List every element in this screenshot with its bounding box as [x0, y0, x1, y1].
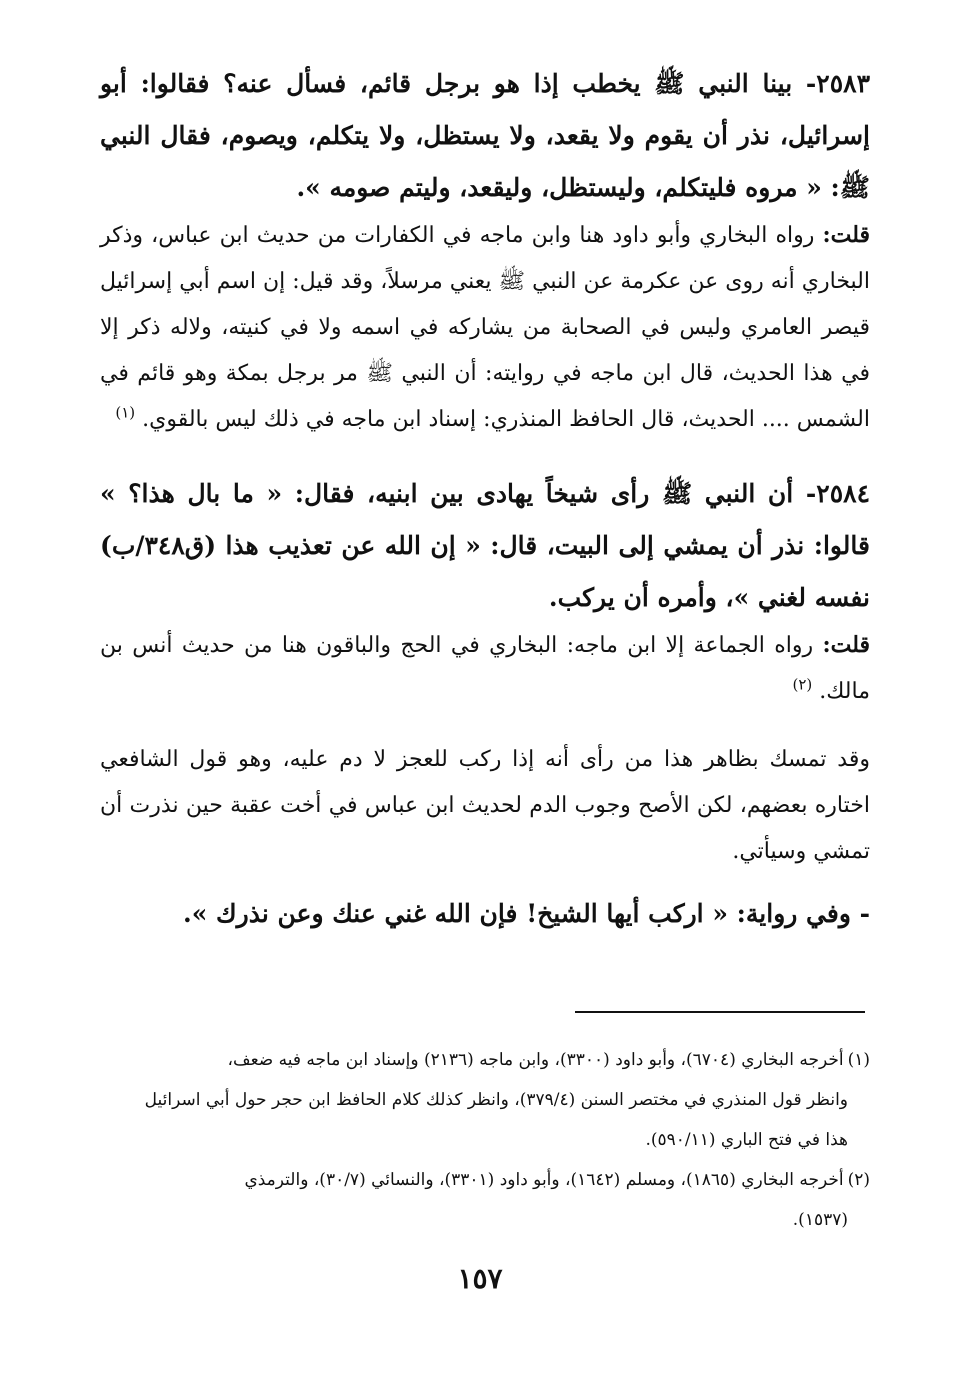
- footnote-1-line-2: وانظر قول المنذري في مختصر السنن (٣٧٩/٤)، وانظر كذلك كلام الحافظ ابن حجر حول أبي اسرائيل: [144, 1090, 848, 1110]
- footnote-ref-1: (١): [115, 403, 136, 422]
- footnote-2-line-1: أخرجه البخاري (١٨٦٥)، ومسلم (١٦٤٢)، وأبو داود (٣٣٠١)، والنسائي (٣٠/٧)، والترمذي: [244, 1170, 844, 1190]
- footnote-separator: [575, 1011, 865, 1013]
- footnote-1-line-1: أخرجه البخاري (٦٧٠٤)، وأبو داود (٣٣٠٠)، وابن ماجه (٢١٣٦) وإسناد ابن ماجه فيه ضعف،: [227, 1050, 844, 1070]
- qultu-label: قلت:: [822, 222, 870, 248]
- footnote-2-line-2: (١٥٣٧).: [792, 1210, 848, 1230]
- hadith-2583-block: [100, 58, 870, 214]
- comment-2584-block: [100, 622, 870, 715]
- riwaya-text: - وفي رواية: « اركب أيها الشيخ! فإن الله غني عنك وعن نذرك ».: [183, 899, 870, 928]
- riwaya-block: [100, 888, 870, 940]
- footnote-1: [100, 1040, 870, 1160]
- footnote-2-number: (٢): [847, 1170, 870, 1190]
- shafii-paragraph: وقد تمسك بظاهر هذا من رأى أنه إذا ركب للعجز لا دم عليه، وهو قول الشافعي اختاره بعضهم، لكن الأصح وجوب الدم لحديث ابن عباس في أخت عقبة حين نذرت أن تمشي وسيأتي.: [100, 747, 870, 864]
- comment-2584: [100, 622, 870, 715]
- footnotes: [100, 1040, 870, 1240]
- hadith-2583-text: ٢٥٨٣- بينا النبي ﷺ يخطب إذا هو برجل قائم، فسأل عنه؟ فقالوا: أبو إسرائيل، نذر أن يقوم ولا يقعد، ولا يستظل، ولا يتكلم، ويصوم، فقال النبي ﷺ: « مروه فليتكلم، وليستظل، وليقعد، وليتم صومه ».: [100, 69, 870, 202]
- hadith-2584-text: ٢٥٨٤- أن النبي ﷺ رأى شيخاً يهادى بين ابنيه، فقال: « ما بال هذا؟ » قالوا: نذر أن يمشي إلى البيت، قال: « إن الله عن تعذيب هذا (ق٣٤٨/ب) نفسه لغني »، وأمره أن يركب.: [100, 479, 870, 612]
- qultu-label: قلت:: [822, 632, 871, 658]
- shafii-paragraph-block: [100, 737, 870, 875]
- comment-2584-text: رواه الجماعة إلا ابن ماجه: البخاري في الحج والباقون هنا من حديث أنس بن مالك.: [100, 633, 870, 704]
- footnote-1-line-3: هذا في فتح الباري (٥٩٠/١١).: [645, 1130, 848, 1150]
- footnote-2: [100, 1160, 870, 1240]
- footnote-ref-2: (٢): [792, 675, 813, 694]
- hadith-2584-block: [100, 468, 870, 624]
- comment-2583-block: [100, 212, 870, 443]
- footnote-1-number: (١): [847, 1050, 870, 1070]
- page-number: ١٥٧: [457, 1262, 503, 1295]
- comment-2583-text: رواه البخاري وأبو داود هنا وابن ماجه في الكفارات من حديث ابن عباس، وذكر البخاري أنه روى عن عكرمة عن النبي ﷺ يعني مرسلاً، وقد قيل: إن اسم أبي إسرائيل قيصر العامري وليس في الصحابة من يشاركه في اسمه ولا في كنيته، ولاله ذكر إلا في هذا الحديث، قال ابن ماجه في روايته: أن النبي ﷺ مر برجل بمكة وهو قائم في الشمس .... الحديث، قال الحافظ المنذري: إسناد ابن ماجه في ذلك ليس بالقوي.: [100, 223, 870, 432]
- comment-2583: [100, 212, 870, 443]
